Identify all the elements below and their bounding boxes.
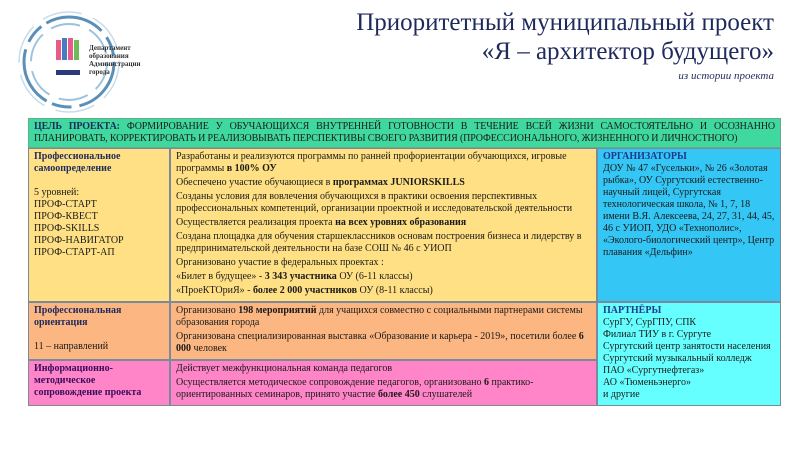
item-text: в 100% ОУ [226,163,277,174]
item-text: для учащихся совместно с социальными партнерами системы образования города [176,305,583,328]
row-detail [34,175,164,187]
department-name [89,44,149,76]
row-detail: 5 уровней: [34,187,80,198]
dept-line: Департамент [89,44,131,52]
item-text: программах JUNIORSKILLS [332,177,465,188]
row-detail [34,329,164,341]
list-item [176,305,591,329]
row-heading-orientation [28,302,170,360]
row-detail: ПРОФ-СТАРТ-АП [34,247,115,258]
item-text: Организовано [176,305,239,316]
item-text: более 2 000 участников [253,285,358,296]
title-line2: «Я – архитектор будущего» [481,38,774,65]
title-line1: Приоритетный муниципальный проект [356,9,774,36]
organizers-heading: ОРГАНИЗАТОРЫ [603,151,687,162]
item-text: 6 [484,377,489,388]
row-detail: 11 – направлений [34,341,109,352]
partner-item: СурГУ, СурГПУ, СПК [603,317,697,328]
goal-label: ЦЕЛЬ ПРОЕКТА: [34,121,120,132]
list-item [176,231,591,255]
list-item [176,377,591,401]
item-text: на всех уровнях образования [335,217,467,228]
row-items-orientation [170,302,597,360]
list-item [176,271,591,283]
partners-panel [597,302,781,406]
row-heading-self-determination [28,148,170,302]
item-text: 3 343 участника [264,271,337,282]
partner-item: Сургутский центр занятости населения [603,341,771,352]
partner-item: АО «Тюменьэнерго» [603,377,692,388]
row-heading: Профессиональная ориентация [34,305,122,328]
organizers-panel [597,148,781,302]
list-item [176,285,591,297]
list-item [176,151,591,175]
row-items-self-determination [170,148,597,302]
goal-text: ФОРМИРОВАНИЕ У ОБУЧАЮЩИХСЯ ВНУТРЕННЕЙ ГОТОВНОСТИ В ТЕЧЕНИЕ ВСЕЙ ЖИЗНИ САМОСТОЯТЕЛЬНО И ОСОЗНАННО ПЛАНИРОВАТЬ, КОРРЕКТИРОВАТЬ И РЕАЛИЗОВЫВАТЬ ПЕРСПЕКТИВЫ СВОЕГО РАЗВИТИЯ (ПРОФЕССИОНАЛЬНОГО, ЖИЗНЕННОГО И ЛИЧНОСТНОГО) [34,121,775,144]
row-detail: ПРОФ-СТАРТ [34,199,97,210]
list-item [176,177,591,189]
partner-item: Филиал ТИУ в г. Сургуте [603,329,712,340]
row-heading-methodical [28,360,170,406]
list-item [176,217,591,229]
partner-item: ПАО «Сургутнефтегаз» [603,365,705,376]
item-text: Разработаны и реализуются программы по ранней профориентации обучающихся, игровые программы [176,151,567,174]
row-detail: ПРОФ-SKILLS [34,223,100,234]
item-text: Организовано участие в федеральных проектах : [176,257,384,268]
dept-line: образования [89,52,129,60]
list-item [176,331,591,355]
row-detail: ПРОФ-НАВИГАТОР [34,235,124,246]
project-goal [28,118,781,148]
row-detail: ПРОФ-КВЕСТ [34,211,98,222]
item-text: Создана площадка для обучения старшеклассников основам построения бизнеса и лидерству в предпринимательской деятельности на базе СОШ № 46 с УИОП [176,231,582,254]
dept-line: города [89,68,110,76]
item-text: 6 000 [176,331,584,354]
item-text: более 450 [377,389,420,400]
project-table [28,118,781,406]
item-text: Осуществляется методическое сопровождение педагогов, организовано [176,377,484,388]
item-text: Действует межфункциональная команда педагогов [176,363,393,374]
partner-item: Сургутский музыкальный колледж [603,353,752,364]
dept-line: Администрации [89,60,141,68]
list-item [176,191,591,215]
item-text: ОУ (8-11 классы) [357,285,433,296]
item-text: ОУ (6-11 классы) [336,271,413,282]
item-text: человек [191,343,227,354]
item-text: слушателей [419,389,473,400]
list-item [176,257,591,269]
item-text: Обеспечено участие обучающиеся в [176,177,333,188]
page-title [356,8,774,66]
row-heading: Информационно-методическое сопровождение проекта [34,363,142,398]
partner-item: и другие [603,389,640,400]
organizers-text: ДОУ № 47 «Гусельки», № 26 «Золотая рыбка», ОУ Сургутский естественно-научный лицей, Сургутская технологическая школа, № 1, 7, 18 имени В.Я. Алексеева, 24, 27, 31, 44, 45, 46 с УИОП, УДО «Технополис», «Эколого-биологический центр», Центр плавания «Дельфин» [603,163,775,258]
row-heading: Профессиональное самоопределение [34,151,121,174]
item-text: 198 мероприятий [238,305,317,316]
item-text: практико-ориентированных семинаров, принято участие [176,377,534,400]
item-text: Созданы условия для вовлечения обучающихся в практики освоения перспективных профессиональных компетенций, организации проектной и исследовательской деятельности [176,191,573,214]
list-item [176,363,591,375]
page-subtitle: из истории проекта [678,70,774,82]
item-text: «Билет в будущее» - [176,271,265,282]
item-text: Осуществляется реализация проекта [176,217,336,228]
item-text: Организована специализированная выставка «Образование и карьера - 2019», посетили более [176,331,579,342]
row-items-methodical [170,360,597,406]
item-text: «ПроеКТОриЯ» - [176,285,254,296]
partners-heading: ПАРТНЁРЫ [603,305,662,316]
